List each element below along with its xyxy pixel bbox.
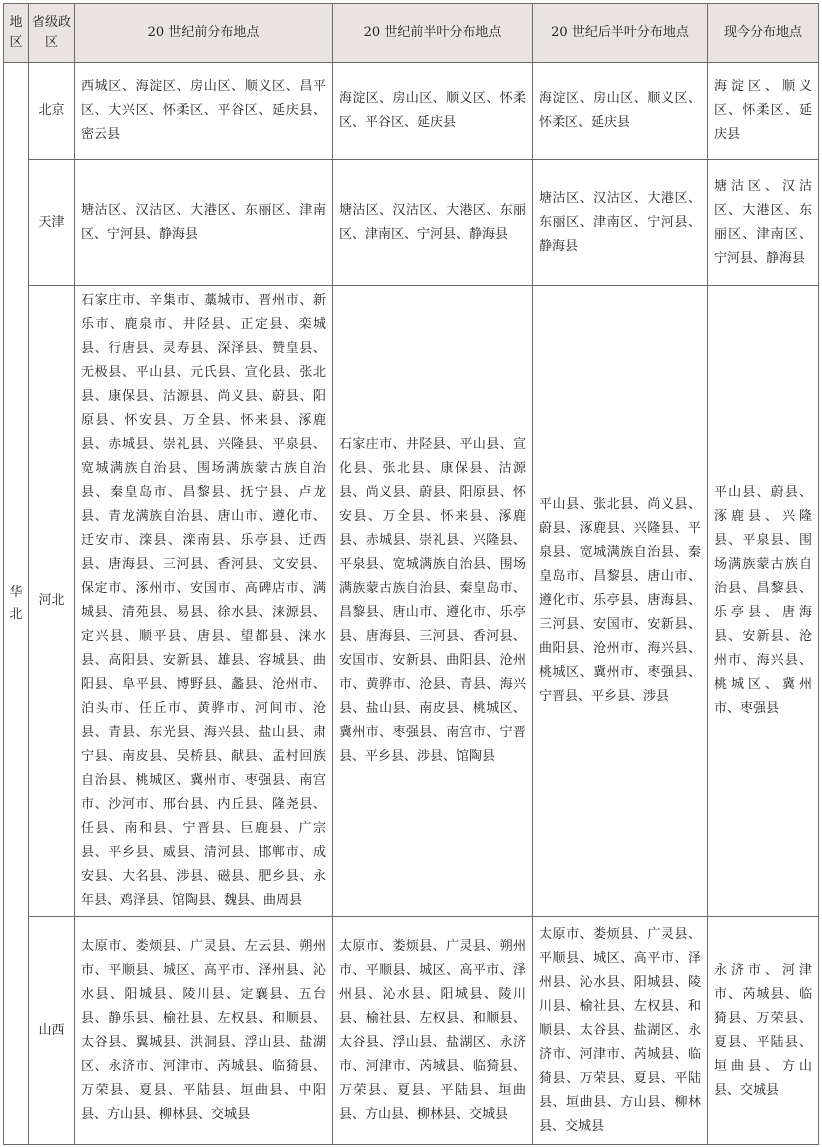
province-cell <box>29 917 75 1145</box>
current-cell: 永济市、河津市、芮城县、临猗县、万荣县、夏县、平陆县、垣曲县、方山县、交城县 <box>708 917 819 1145</box>
header-first-half-20c-text: 20 世纪前半叶分布地点 <box>363 25 502 40</box>
current-cell: 平山县、蔚县、涿鹿县、兴隆县、平泉县、围场满族蒙古族自治县、昌黎县、乐亭县、唐海县、安新县、沧州市、海兴县、桃城区、冀州市、枣强县 <box>708 286 819 917</box>
second-half-20c-cell: 平山县、张北县、尚义县、蔚县、涿鹿县、兴隆县、平泉县、宽城满族自治县、秦皇岛市、昌黎县、唐山市、遵化市、乐亭县、唐海县、三河县、安国市、安新县、曲阳县、沧州市、海兴县、桃城区、冀州市、枣强县、宁晋县、平乡县、涉县 <box>533 286 708 917</box>
region-label: 华北 <box>9 584 23 622</box>
province-cell <box>29 160 75 286</box>
header-second-half-20c-text: 20 世纪后半叶分布地点 <box>551 25 689 40</box>
province-label: 山西 <box>38 1022 65 1038</box>
header-first-half-20c <box>333 4 533 63</box>
province-label: 天津 <box>38 214 65 230</box>
header-region <box>4 4 29 63</box>
province-label: 北京 <box>38 103 65 118</box>
current-cell: 塘沽区、汉沽区、大港区、东丽区、津南区、宁河县、静海县 <box>708 160 819 286</box>
second-half-20c-cell: 海淀区、房山区、顺义区、怀柔区、延庆县 <box>533 63 708 160</box>
table-row <box>4 286 819 917</box>
region-cell <box>4 63 29 1145</box>
before-20c-cell: 西城区、海淀区、房山区、顺义区、昌平区、大兴区、怀柔区、平谷区、延庆县、密云县 <box>75 63 333 160</box>
distribution-table <box>3 3 819 1145</box>
province-cell <box>29 286 75 917</box>
header-second-half-20c <box>533 4 708 63</box>
table-row <box>4 160 819 286</box>
header-current-text: 现今分布地点 <box>723 25 802 40</box>
province-cell <box>29 63 75 160</box>
before-20c-cell: 石家庄市、辛集市、藁城市、晋州市、新乐市、鹿泉市、井陉县、正定县、栾城县、行唐县、灵寿县、深泽县、赞皇县、无极县、平山县、元氏县、宣化县、张北县、康保县、沽源县、尚义县、蔚县、阳原县、怀安县、万全县、怀来县、涿鹿县、赤城县、崇礼县、兴隆县、平泉县、宽城满族自治县、围场满族蒙古族自治县、秦皇岛市、昌黎县、抚宁县、卢龙县、青龙满族自治县、唐山市、遵化市、迁安市、滦县、滦南县、乐亭县、迁西县、唐海县、三河县、香河县、文安县、保定市、涿州市、安国市、高碑店市、满城县、清苑县、易县、徐水县、涞源县、定兴县、顺平县、唐县、望都县、涞水县、高阳县、安新县、雄县、容城县、曲阳县、阜平县、博野县、蠡县、沧州市、泊头市、任丘市、黄骅市、河间市、沧县、青县、东光县、海兴县、盐山县、肃宁县、南皮县、吴桥县、献县、孟村回族自治县、桃城区、冀州市、枣强县、南宫市、沙河市、邢台县、内丘县、隆尧县、任县、南和县、宁晋县、巨鹿县、广宗县、平乡县、威县、清河县、邯郸市、成安县、大名县、涉县、磁县、肥乡县、永年县、鸡泽县、馆陶县、魏县、曲周县 <box>75 286 333 917</box>
header-row <box>4 4 819 63</box>
header-before-20c-text: 20 世纪前分布地点 <box>147 25 260 40</box>
first-half-20c-cell: 石家庄市、井陉县、平山县、宣化县、张北县、康保县、沽源县、尚义县、蔚县、阳原县、怀安县、万全县、怀来县、涿鹿县、赤城县、崇礼县、兴隆县、平泉县、宽城满族自治县、围场满族蒙古族自治县、秦皇岛市、昌黎县、唐山市、遵化市、乐亭县、唐海县、三河县、香河县、安国市、安新县、曲阳县、沧州市、黄骅市、沧县、青县、海兴县、盐山县、南皮县、桃城区、冀州市、枣强县、南宫市、宁晋县、平乡县、涉县、馆陶县 <box>333 286 533 917</box>
before-20c-cell: 太原市、娄烦县、广灵县、左云县、朔州市、平顺县、城区、高平市、泽州县、沁水县、阳城县、陵川县、定襄县、五台县、静乐县、榆社县、左权县、和顺县、太谷县、翼城县、洪洞县、浮山县、盐湖区、永济市、河津市、芮城县、临猗县、万荣县、夏县、平陆县、垣曲县、中阳县、方山县、柳林县、交城县 <box>75 917 333 1145</box>
first-half-20c-cell: 太原市、娄烦县、广灵县、朔州市、平顺县、城区、高平市、泽州县、沁水县、阳城县、陵川县、榆社县、左权县、和顺县、太谷县、浮山县、盐湖区、永济市、河津市、芮城县、临猗县、万荣县、夏县、平陆县、垣曲县、方山县、柳林县、交城县 <box>333 917 533 1145</box>
header-region-text: 地区 <box>9 15 23 50</box>
province-label: 河北 <box>38 593 65 608</box>
header-province <box>29 4 75 63</box>
first-half-20c-cell: 塘沽区、汉沽区、大港区、东丽区、津南区、宁河县、静海县 <box>333 160 533 286</box>
header-current <box>708 4 819 63</box>
before-20c-cell: 塘沽区、汉沽区、大港区、东丽区、津南区、宁河县、静海县 <box>75 160 333 286</box>
second-half-20c-cell: 塘沽区、汉沽区、大港区、东丽区、津南区、宁河县、静海县 <box>533 160 708 286</box>
first-half-20c-cell: 海淀区、房山区、顺义区、怀柔区、平谷区、延庆县 <box>333 63 533 160</box>
header-before-20c <box>75 4 333 63</box>
table-row <box>4 63 819 160</box>
header-province-text: 省级政区 <box>32 15 72 50</box>
current-cell: 海淀区、顺义区、怀柔区、延庆县 <box>708 63 819 160</box>
table-row <box>4 917 819 1145</box>
second-half-20c-cell: 太原市、娄烦县、广灵县、平顺县、城区、高平市、泽州县、沁水县、阳城县、陵川县、榆社县、左权县、和顺县、太谷县、盐湖区、永济市、河津市、芮城县、临猗县、万荣县、夏县、平陆县、垣曲县、方山县、柳林县、交城县 <box>533 917 708 1145</box>
